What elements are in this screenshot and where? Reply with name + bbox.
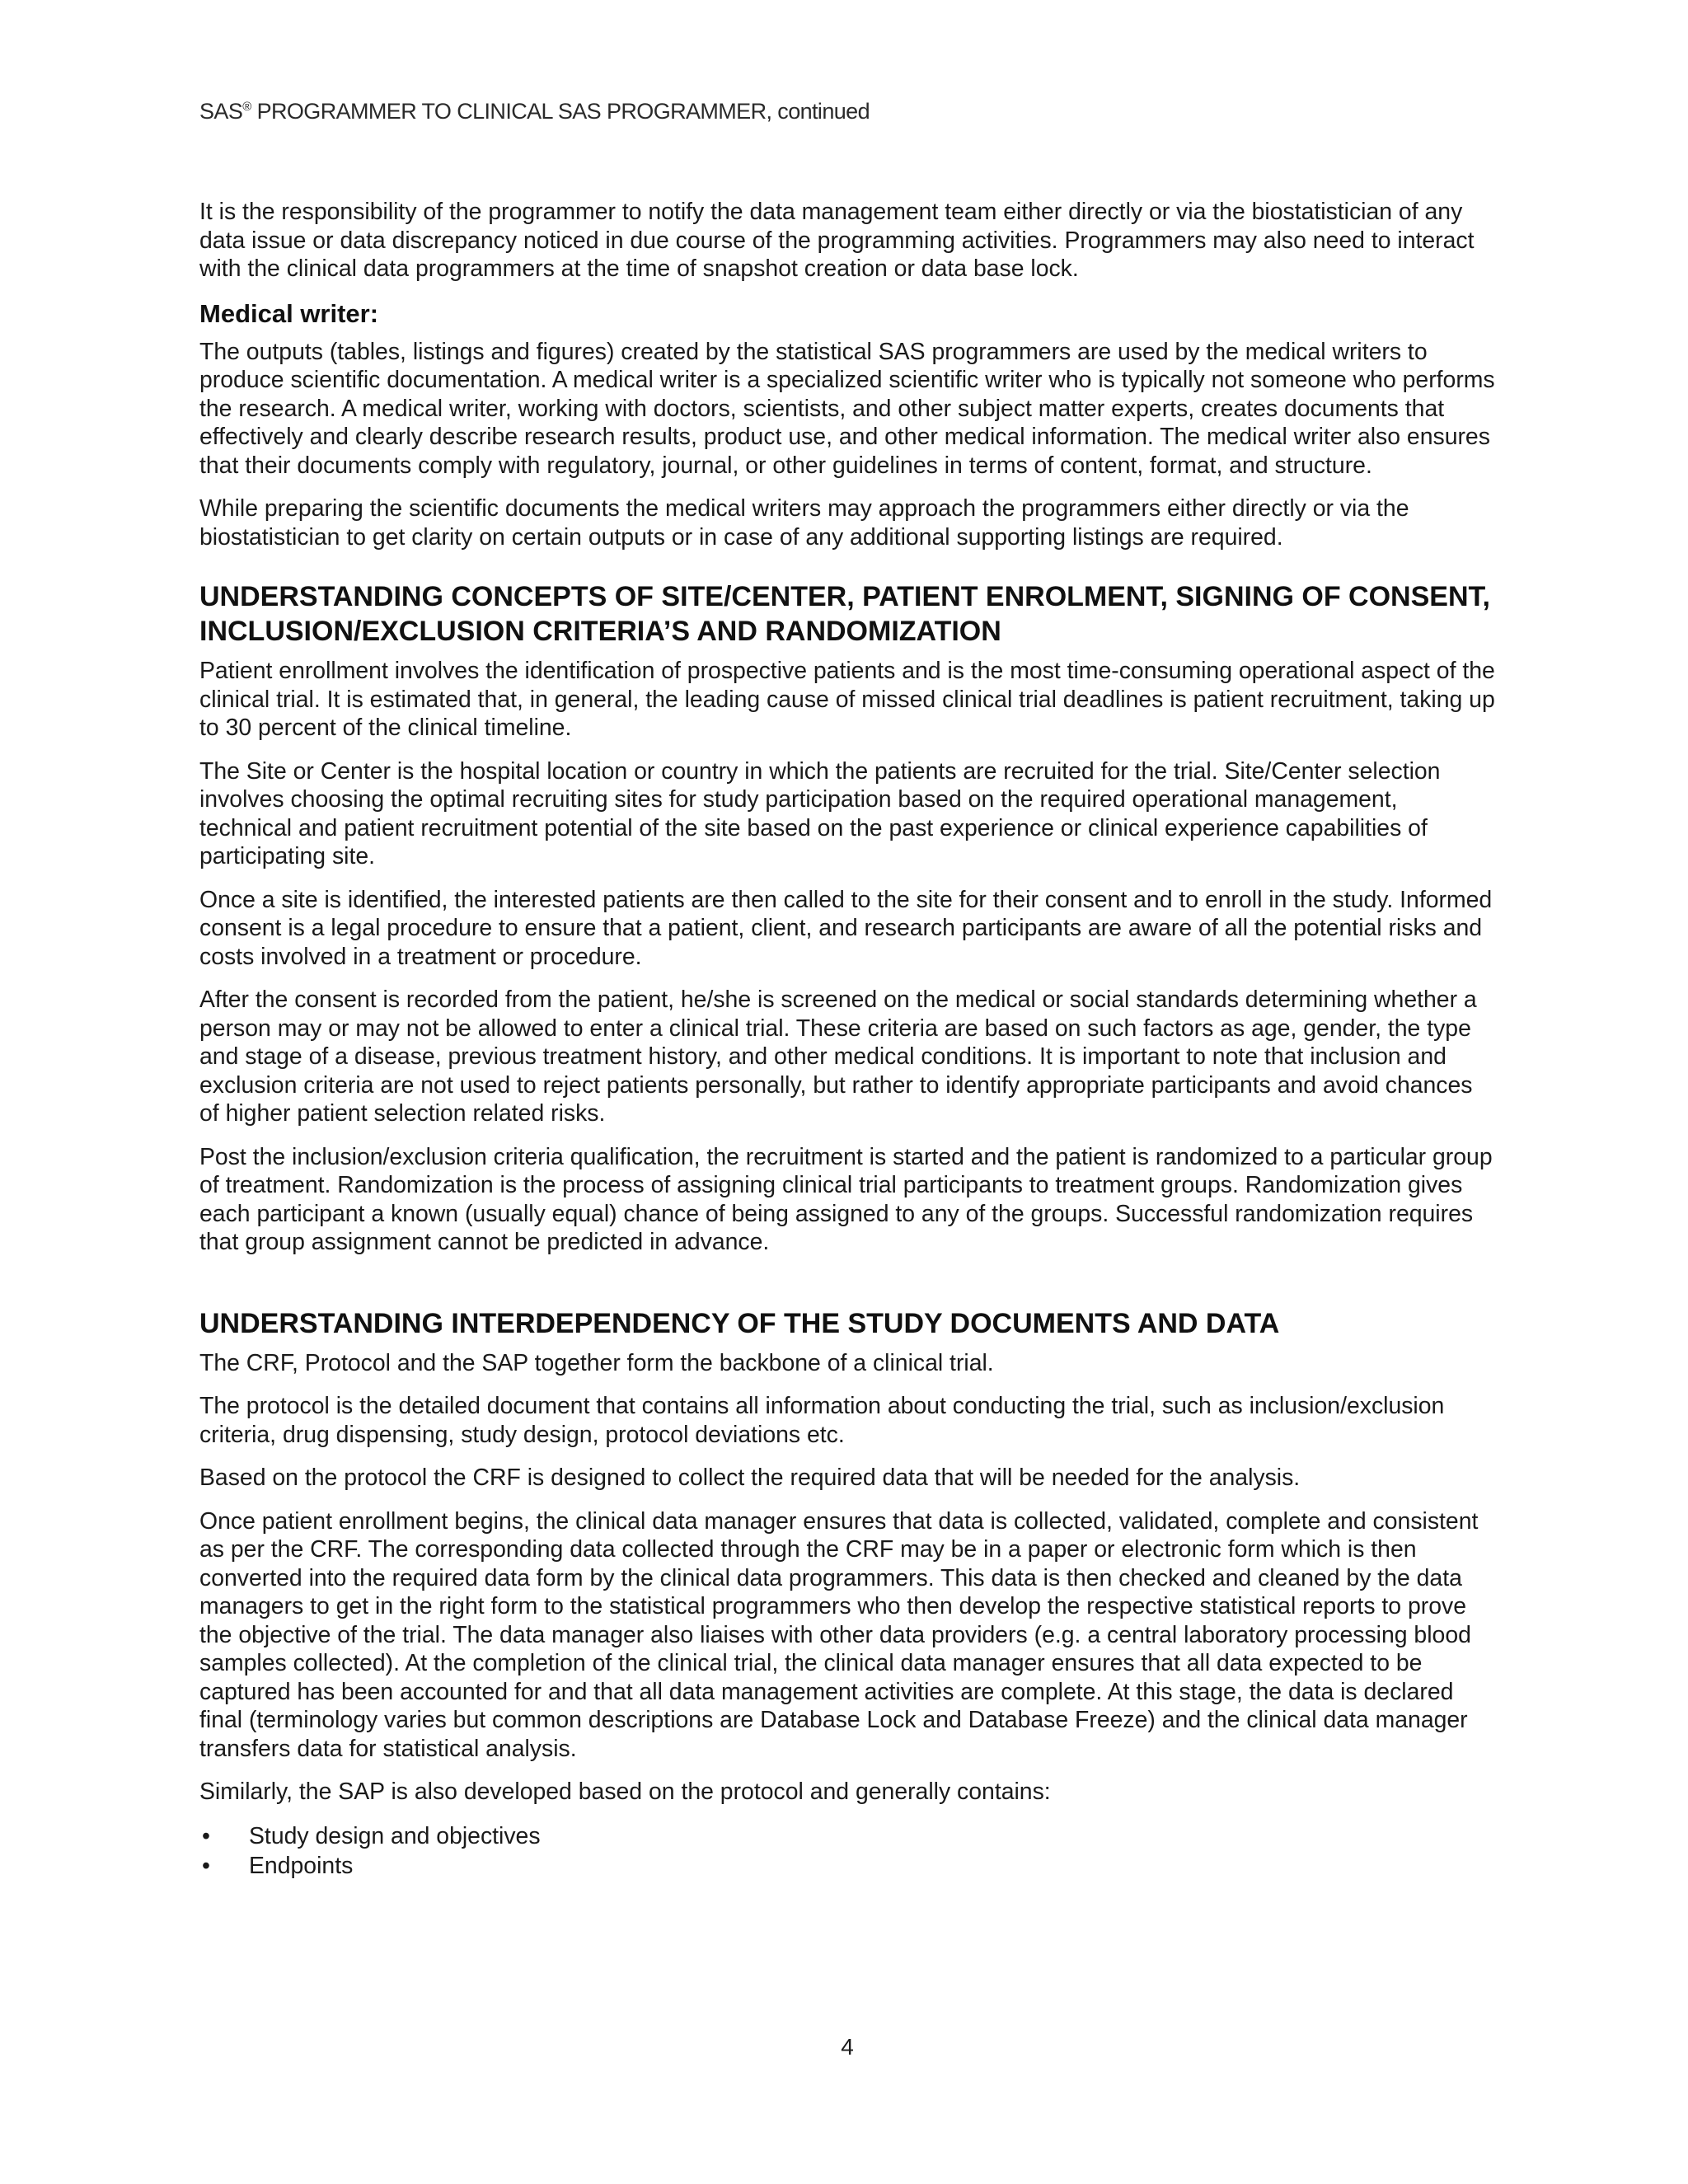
list-item [199, 1821, 1495, 1851]
section-heading-concepts: UNDERSTANDING CONCEPTS OF SITE/CENTER, PATIENT ENROLMENT, SIGNING OF CONSENT, INCLUSION/EXCLUSION CRITERIA’S AND RANDOMIZATION [199, 581, 1490, 647]
concepts-paragraph-4: After the consent is recorded from the patient, he/she is screened on the medical or social standards determining whether a person may or may not be allowed to enter a clinical trial. These criteria are based on such factors as age, gender, the type and stage of a disease, previous treatment history, and other medical conditions. It is important to note that inclusion and exclusion criteria are not used to reject patients personally, but rather to identify appropriate participants and avoid chances of higher patient selection related risks. [199, 987, 1477, 1127]
medical-writer-paragraph-2: While preparing the scientific documents the medical writers may approach the programmers either directly or via the biostatistician to get clarity on certain outputs or in case of any additional supporting listings are required. [199, 495, 1409, 551]
interdependency-paragraph-3: Based on the protocol the CRF is designed to collect the required data that will be needed for the analysis. [199, 1465, 1301, 1491]
bullet-icon: • [202, 1822, 210, 1849]
section-heading-interdependency: UNDERSTANDING INTERDEPENDENCY OF THE STUDY DOCUMENTS AND DATA [199, 1307, 1280, 1339]
running-header-title: PROGRAMMER TO CLINICAL SAS PROGRAMMER, continued [251, 99, 870, 124]
intro-paragraph: It is the responsibility of the programmer to notify the data management team either directly or via the biostatistician of any data issue or data discrepancy noticed in due course of the programming activities. Programmers may also need to interact with the clinical data programmers at the time of snapshot creation or data base lock. [199, 199, 1475, 282]
list-item-text: Endpoints [249, 1852, 354, 1879]
interdependency-paragraph-2: The protocol is the detailed document that contains all information about conducting the trial, such as inclusion/exclusion criteria, drug dispensing, study design, protocol deviations etc. [199, 1393, 1445, 1448]
concepts-paragraph-3: Once a site is identified, the interested patients are then called to the site for their consent and to enroll in the study. Informed consent is a legal procedure to ensure that a patient, client, and research participants are aware of all the potential risks and costs involved in a treatment or procedure. [199, 886, 1493, 970]
medical-writer-heading: Medical writer: [199, 298, 379, 328]
interdependency-paragraph-1: The CRF, Protocol and the SAP together form the backbone of a clinical trial. [199, 1349, 994, 1376]
bullet-icon: • [202, 1852, 210, 1879]
page-body [199, 198, 1495, 1881]
list-item [199, 1851, 1495, 1881]
concepts-paragraph-1: Patient enrollment involves the identification of prospective patients and is the most time-consuming operational aspect of the clinical trial. It is estimated that, in general, the leading cause of missed clinical trial deadlines is patient recruitment, taking up to 30 percent of the clinical timeline. [199, 658, 1495, 741]
registered-mark: ® [242, 100, 251, 114]
page-number: 4 [841, 2034, 854, 2060]
concepts-paragraph-5: Post the inclusion/exclusion criteria qualification, the recruitment is started and the patient is randomized to a particular group of treatment. Randomization is the process of assigning clinical trial participants to treatment groups. Randomization gives each participant a known (usually equal) chance of being assigned to any of the groups. Successful randomization requires that group assignment cannot be predicted in advance. [199, 1143, 1493, 1255]
running-header [199, 99, 870, 124]
running-header-prefix: SAS [199, 99, 243, 124]
concepts-paragraph-2: The Site or Center is the hospital location or country in which the patients are recruited for the trial. Site/Center selection involves choosing the optimal recruiting sites for study participation based on the required operational management, technical and patient recruitment potential of the site based on the past experience or clinical experience capabilities of participating site. [199, 757, 1441, 869]
document-page [199, 0, 1495, 2184]
sap-contents-list [199, 1821, 1495, 1881]
list-item-text: Study design and objectives [249, 1822, 541, 1849]
interdependency-paragraph-4: Once patient enrollment begins, the clinical data manager ensures that data is collected, validated, complete and consistent as per the CRF. The corresponding data collected through the CRF may be in a paper or electronic form which is then converted into the required data form by the clinical data programmers. This data is then checked and cleaned by the data managers to get in the right form to the statistical programmers who then develop the respective statistical reports to prove the objective of the trial. The data manager also liaises with other data providers (e.g. a central laboratory processing blood samples collected). At the completion of the clinical trial, the clinical data manager ensures that all data expected to be captured has been accounted for and that all data management activities are complete. At this stage, the data is declared final (terminology varies but common descriptions are Database Lock and Database Freeze) and the clinical data manager transfers data for statistical analysis. [199, 1507, 1479, 1762]
interdependency-paragraph-5: Similarly, the SAP is also developed based on the protocol and generally contains: [199, 1779, 1051, 1805]
medical-writer-paragraph-1: The outputs (tables, listings and figures) created by the statistical SAS programmers are used by the medical writers to produce scientific documentation. A medical writer is a specialized scientific writer who is typically not someone who performs the research. A medical writer, working with doctors, scientists, and other subject matter experts, creates documents that effectively and clearly describe research results, product use, and other medical information. The medical writer also ensures that their documents comply with regulatory, journal, or other guidelines in terms of content, format, and structure. [199, 338, 1495, 479]
